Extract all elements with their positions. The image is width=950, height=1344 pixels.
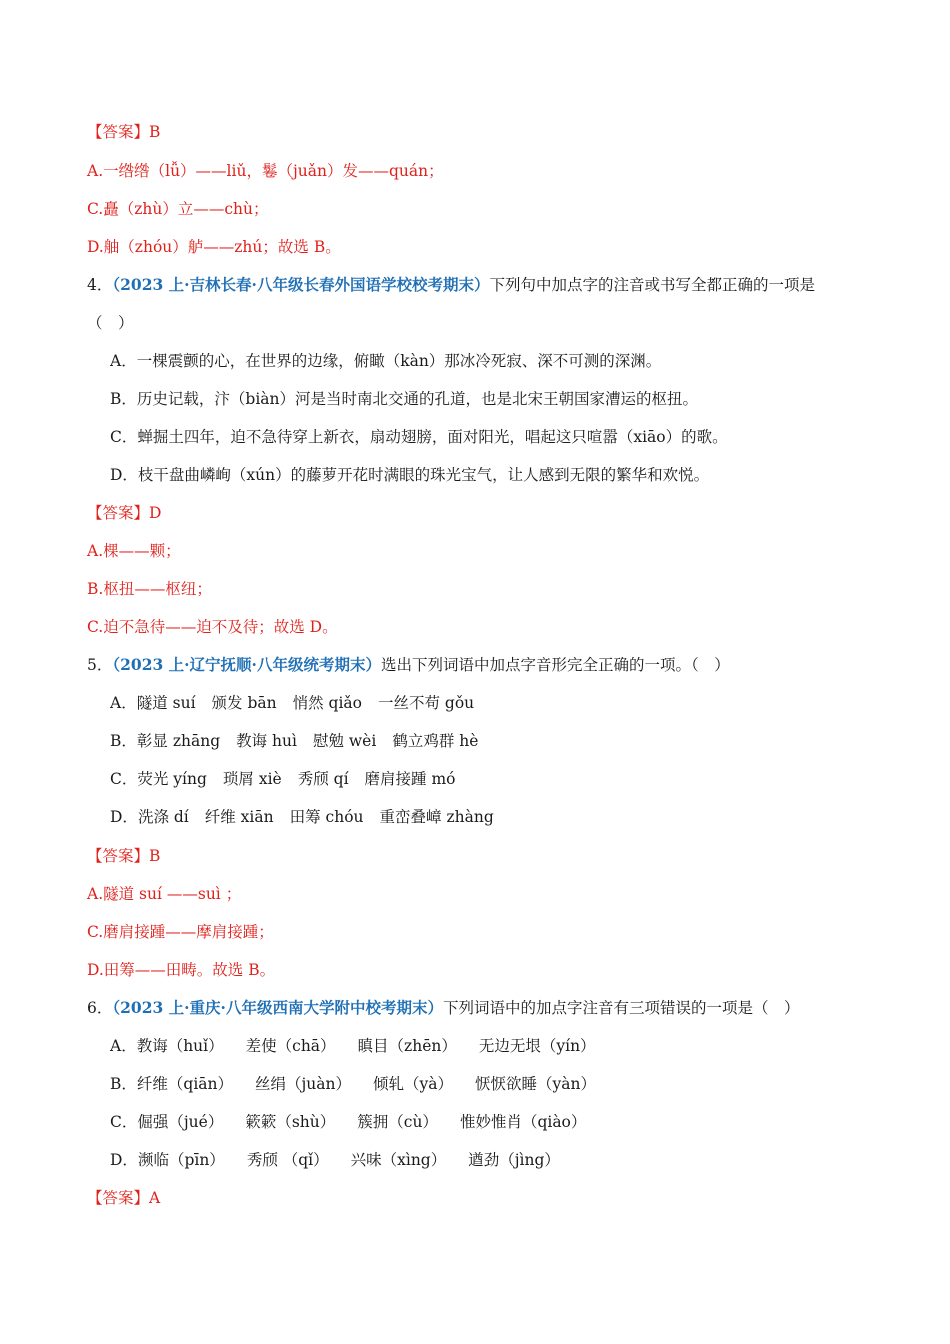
q6-option-c — [110, 1112, 586, 1132]
option-item: 教诲（huǐ） — [136, 1037, 224, 1055]
q6-option-b — [110, 1074, 596, 1094]
option-item: 鹤立鸡群 hè — [392, 732, 479, 750]
option-letter: B． — [110, 732, 137, 750]
q4-explanation-a: A.棵——颗； — [87, 542, 181, 560]
answer-choice: A — [149, 1189, 161, 1207]
option-item: 恹恹欲睡（yàn） — [475, 1075, 596, 1093]
question-source: （2023 上·吉林长春·八年级长春外国语学校校考期末） — [112, 275, 490, 294]
option-item: 颁发 bān — [211, 694, 277, 712]
option-item: 惟妙惟肖（qiào） — [459, 1113, 587, 1131]
q6-option-a — [110, 1036, 596, 1056]
q4-explanation-c: C.迫不急待——迫不及待；故选 D。 — [87, 618, 338, 636]
option-item: 瞋目（zhēn） — [357, 1037, 457, 1055]
option-letter: C． — [110, 1113, 138, 1131]
question-text: 选出下列词语中加点字音形完全正确的一项。（ ） — [380, 656, 730, 674]
option-item: 倾轧（yà） — [373, 1075, 454, 1093]
question-source: （2023 上·重庆·八年级西南大学附中校考期末） — [112, 998, 443, 1017]
option-item: 秀颀 （qǐ） — [246, 1151, 329, 1169]
q5-explanation-d: D.田筹——田畴。故选 B。 — [87, 961, 276, 979]
q5-option-b — [110, 731, 478, 751]
q4-option-c: C．蝉掘土四年，迫不急待穿上新衣，扇动翅膀，面对阳光，唱起这只喧嚣（xiāo）的歌。 — [110, 428, 728, 446]
q5-stem — [87, 655, 730, 675]
option-letter: A． — [110, 1037, 137, 1055]
option-item: 悄然 qiǎo — [292, 694, 362, 712]
option-item: 慰勉 wèi — [312, 732, 377, 750]
option-item: 琐屑 xiè — [222, 770, 282, 788]
option-item: 教诲 huì — [236, 732, 297, 750]
answer-choice: D — [149, 504, 162, 522]
q5-explanation-a: A.隧道 suí ——suì ； — [87, 885, 242, 903]
answer-label: 【答案】 — [87, 1189, 150, 1207]
option-letter: D． — [110, 1151, 138, 1169]
q4-option-b: B．历史记载，汴（biàn）河是当时南北交通的孔道，也是北宋王朝国家漕运的枢扭。 — [110, 390, 698, 408]
q3-explanation-c: C.矗（zhù）立——chù； — [87, 200, 269, 218]
q5-option-d — [110, 807, 494, 827]
option-item: 荧光 yíng — [137, 770, 207, 788]
option-item: 簌簌（shù） — [245, 1113, 336, 1131]
q4-explanation-b: B.枢扭——枢纽； — [87, 580, 212, 598]
option-item: 濒临（pīn） — [137, 1151, 225, 1169]
option-letter: B． — [110, 1075, 137, 1093]
answer-choice: B — [149, 847, 161, 865]
option-item: 秀颀 qí — [297, 770, 349, 788]
q3-answer — [87, 122, 160, 142]
q4-option-a: A．一棵震颤的心，在世界的边缘，俯瞰（kàn）那冰冷死寂、深不可测的深渊。 — [110, 352, 662, 370]
option-item: 纤维 xiān — [204, 808, 274, 826]
answer-choice: B — [149, 123, 161, 141]
q3-explanation-d: D.舳（zhóu）舻——zhú；故选 B。 — [87, 238, 341, 256]
option-letter: D． — [110, 808, 138, 826]
q5-answer — [87, 846, 160, 866]
q4-stem — [87, 275, 815, 295]
option-item: 重峦叠嶂 zhàng — [379, 808, 494, 826]
option-item: 簇拥（cù） — [357, 1113, 438, 1131]
answer-label: 【答案】 — [87, 123, 150, 141]
question-text: 下列词语中的加点字注音有三项错误的一项是（ ） — [442, 999, 800, 1017]
option-item: 遒劲（jìng） — [468, 1151, 560, 1169]
q6-option-d — [110, 1150, 560, 1170]
option-item: 无边无垠（yín） — [478, 1037, 596, 1055]
option-item: 洗涤 dí — [137, 808, 189, 826]
option-letter: C． — [110, 770, 138, 788]
option-item: 一丝不苟 gǒu — [378, 694, 475, 712]
question-number: 6． — [87, 999, 113, 1017]
q6-answer — [87, 1188, 160, 1208]
q4-option-d: D．枝干盘曲嶙峋（xún）的藤萝开花时满眼的珠光宝气，让人感到无限的繁华和欢悦。 — [110, 466, 710, 484]
option-item: 纤维（qiān） — [136, 1075, 233, 1093]
q4-stem-cont: （ ） — [87, 314, 134, 332]
q5-explanation-c: C.磨肩接踵——摩肩接踵； — [87, 923, 274, 941]
option-item: 隧道 suí — [136, 694, 196, 712]
option-item: 差使（chā） — [245, 1037, 336, 1055]
option-item: 彰显 zhāng — [136, 732, 221, 750]
q6-stem — [87, 998, 799, 1018]
question-text: 下列句中加点字的注音或书写全都正确的一项是 — [489, 276, 815, 294]
option-item: 田筹 chóu — [289, 808, 364, 826]
option-letter: A． — [110, 694, 137, 712]
option-item: 丝绢（juàn） — [255, 1075, 352, 1093]
option-item: 兴味（xìng） — [350, 1151, 447, 1169]
q5-option-a — [110, 693, 474, 713]
question-source: （2023 上·辽宁抚顺·八年级统考期末） — [112, 655, 381, 674]
q4-answer — [87, 503, 161, 523]
answer-label: 【答案】 — [87, 504, 150, 522]
q3-explanation-a: A.一绺绺（lǚ）——liǔ，鬈（juǎn）发——quán； — [87, 162, 444, 180]
option-item: 倔强（jué） — [137, 1113, 224, 1131]
question-number: 4． — [87, 276, 113, 294]
answer-label: 【答案】 — [87, 847, 150, 865]
q5-option-c — [110, 769, 456, 789]
option-item: 磨肩接踵 mó — [364, 770, 456, 788]
question-number: 5． — [87, 656, 113, 674]
